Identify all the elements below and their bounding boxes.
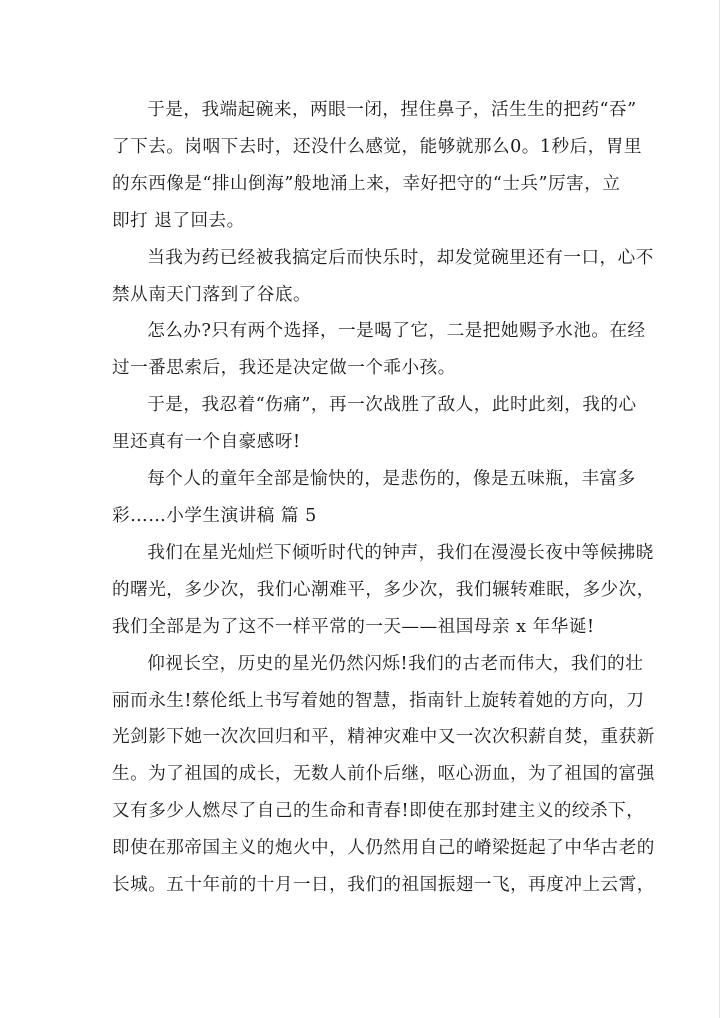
text-line: 我们在星光灿烂下倾听时代的钟声，我们在漫漫长夜中等候拂晓 bbox=[147, 542, 654, 563]
text-line: 即使在那帝国主义的炮火中，人仍然用自己的嵴梁挺起了中华古老的 bbox=[112, 838, 655, 859]
paragraph bbox=[112, 387, 637, 461]
text-line: 的曙光，多少次，我们心潮难平，多少次，我们辗转难眠，多少次， bbox=[112, 579, 655, 600]
text-line: 了下去。岗咽下去时，还没什么感觉，能够就那么0。1秒后，胃里 bbox=[112, 136, 643, 157]
text-line: 丽而永生!蔡伦纸上书写着她的智慧，指南针上旋转着她的方向，刀 bbox=[112, 690, 645, 711]
paragraph bbox=[112, 92, 643, 240]
text-line: 里还真有一个自豪感呀! bbox=[112, 432, 301, 453]
text-line: 长城。五十年前的十月一日，我们的祖国振翅一飞，再度冲上云霄， bbox=[112, 875, 655, 896]
text-line: 仰视长空，历史的星光仍然闪烁!我们的古老而伟大，我们的壮 bbox=[147, 653, 644, 674]
text-line: 我们全部是为了这不一样平常的一天——祖国母亲 x 年华诞! bbox=[112, 616, 595, 637]
paragraph bbox=[112, 535, 655, 646]
text-line: 于是，我端起碗来，两眼一闭，捏住鼻子，活生生的把药“吞” bbox=[147, 100, 637, 120]
text-line: 即打 退了回去。 bbox=[112, 210, 245, 231]
text-line: 过一番思索后，我还是决定做一个乖小孩。 bbox=[112, 358, 456, 379]
text-line: 又有多少人燃尽了自己的生命和青春!即使在那封建主义的绞杀下， bbox=[112, 801, 645, 822]
text-line: 生。为了祖国的成长，无数人前仆后继，呕心沥血，为了祖国的富强 bbox=[112, 764, 655, 785]
text-line: 每个人的童年全部是愉快的，是悲伤的，像是五味瓶，丰富多 bbox=[147, 469, 636, 490]
text-line: 当我为药已经被我搞定后而快乐时，却发觉碗里还有一口，心不 bbox=[147, 247, 654, 268]
text-line: 禁从南天门落到了谷底。 bbox=[112, 284, 312, 305]
paragraph bbox=[112, 313, 646, 387]
paragraph bbox=[112, 461, 636, 535]
text-line: 于是，我忍着“伤痛”，再一次战胜了敌人，此时此刻，我的心 bbox=[147, 395, 637, 416]
text-line: 彩……小学生演讲稿 篇 5 bbox=[112, 505, 317, 526]
paragraph bbox=[112, 646, 655, 904]
paragraph bbox=[112, 240, 654, 314]
text-line: 怎么办?只有两个选择，一是喝了它，二是把她赐予水池。在经 bbox=[147, 321, 646, 342]
text-line: 的东西像是“排山倒海”般地涌上来，幸好把守的“士兵”厉害，立 bbox=[112, 173, 621, 194]
document-body bbox=[112, 92, 655, 904]
text-line: 光剑影下她一次次回归和平，精神灾难中又一次次积薪自焚，重获新 bbox=[112, 727, 655, 748]
